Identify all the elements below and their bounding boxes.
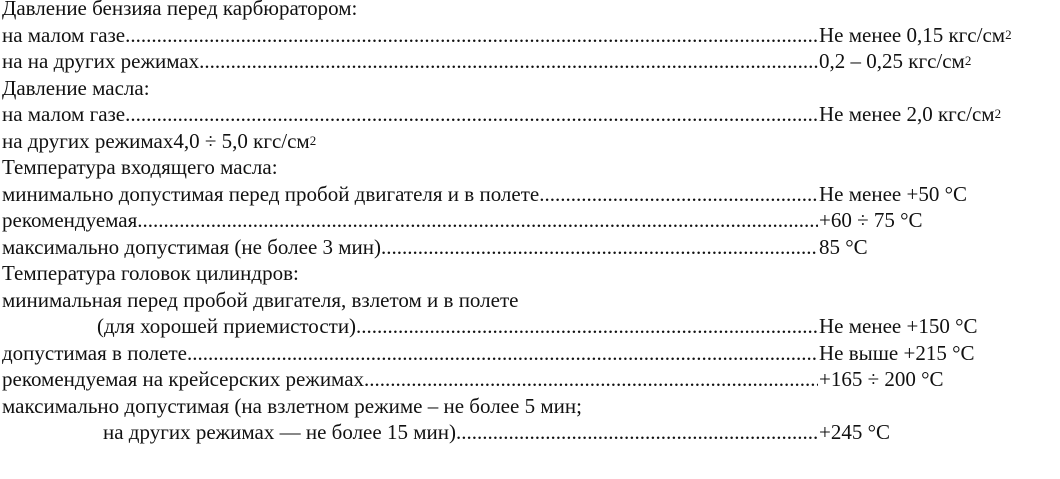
spec-label: (для хорошей приемистости) — [97, 314, 357, 338]
dot-leader — [137, 207, 818, 234]
spec-row — [0, 234, 1060, 261]
spec-row — [0, 313, 1060, 340]
heading-cylinder-head-temperature: Температура головок цилиндров: — [2, 261, 299, 285]
spec-label: на на других режимах — [2, 49, 200, 73]
spec-value: +60 ÷ 75 °С — [819, 208, 923, 232]
spec-row-inline: на других режимах4,0 ÷ 5,0 кгс/$см^2$ — [2, 128, 317, 153]
spec-label: минимально допустимая перед пробой двигателя и в полете — [2, 181, 540, 206]
superscript: 2 — [994, 106, 1002, 121]
heading-fuel-pressure: Давление бензияа перед карбюратором: — [2, 0, 358, 20]
spec-row — [0, 101, 1060, 128]
spec-row — [0, 181, 1060, 208]
heading-oil-pressure: Давление масла: — [2, 75, 150, 100]
spec-row — [0, 48, 1060, 75]
spec-label: на малом газе — [2, 102, 126, 126]
superscript: 2 — [964, 53, 972, 68]
spec-label-multiline: максимально допустимая (на взлетном режиме – не более 5 мин; — [2, 393, 582, 418]
spec-value: 85 °С — [819, 234, 868, 259]
spec-value: 0,2 – 0,25 кгс/$см^2$ — [819, 49, 972, 73]
spec-value: Не выше +215 °С — [819, 340, 975, 365]
spec-label: рекомендуемая на крейсерских режимах — [2, 367, 365, 391]
dot-leader — [199, 48, 818, 75]
spec-row — [0, 207, 1060, 234]
dot-leader — [125, 101, 818, 128]
superscript: 2 — [1005, 26, 1012, 42]
spec-value: Не менее +150 °С — [819, 314, 978, 338]
spec-label: максимально допустимая (не более 3 мин) — [2, 234, 382, 259]
spec-row — [0, 419, 1060, 446]
spec-value: Не менее 0,15 кгс/$см^2$ — [819, 22, 1012, 47]
spec-row — [0, 22, 1060, 49]
dot-leader — [456, 419, 818, 446]
dot-leader — [364, 366, 818, 393]
spec-row — [0, 340, 1060, 367]
superscript: 2 — [309, 132, 317, 148]
spec-label: допустимая в полете — [2, 340, 187, 365]
spec-row — [0, 366, 1060, 393]
spec-label: рекомендуемая — [2, 208, 138, 232]
heading-oil-temperature: Температура входящего масла: — [2, 155, 278, 179]
spec-label: на малом газе — [2, 22, 126, 47]
dot-leader — [125, 22, 818, 49]
dot-leader — [187, 340, 818, 367]
spec-value: +165 ÷ 200 °С — [819, 367, 944, 391]
spec-value: +245 °С — [819, 420, 890, 444]
spec-value: Не менее 2,0 кгс/$см^2$ — [819, 102, 1002, 126]
spec-value: Не менее +50 °С — [819, 181, 967, 206]
dot-leader — [539, 181, 818, 208]
dot-leader — [381, 234, 818, 261]
spec-label: на других режимах — не более 15 мин) — [103, 420, 456, 444]
dot-leader — [356, 313, 818, 340]
spec-label-multiline: минимальная перед пробой двигателя, взлетом и в полете — [2, 287, 519, 312]
